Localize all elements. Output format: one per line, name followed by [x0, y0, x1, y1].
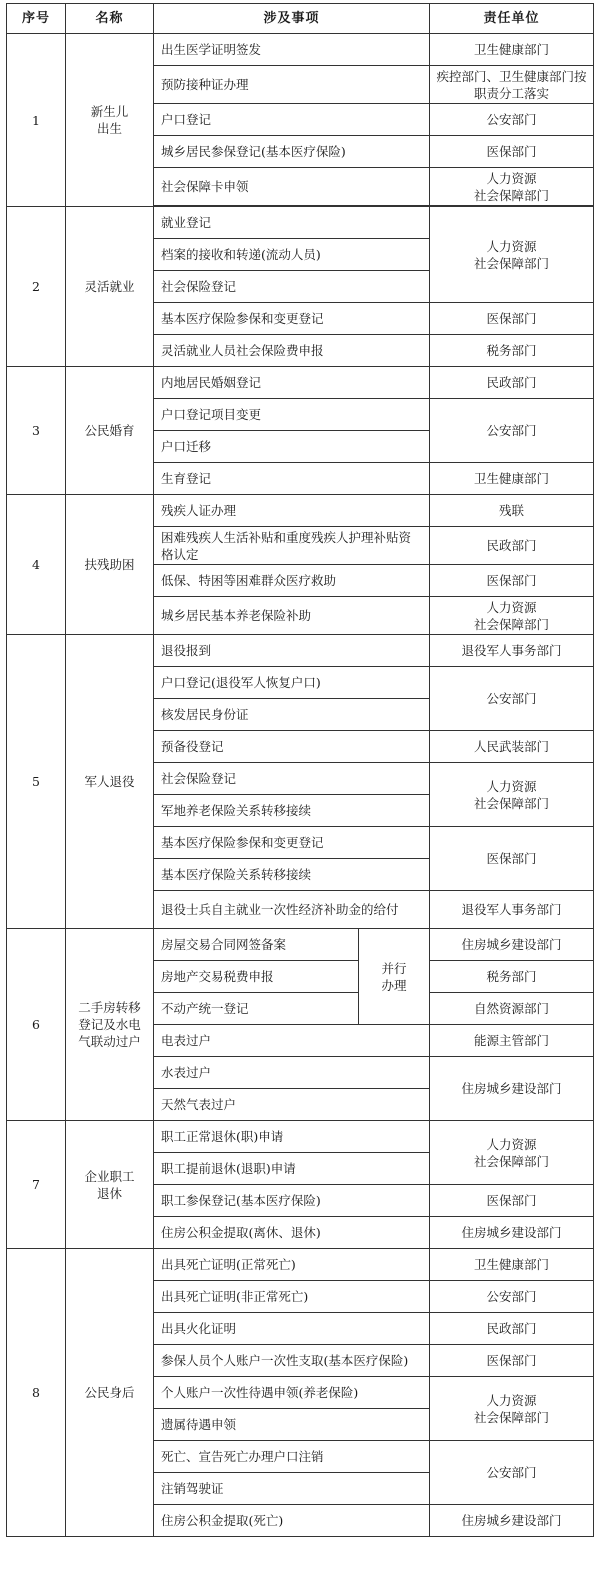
item-cell: 核发居民身份证 [154, 699, 430, 731]
item-cell: 电表过户 [154, 1025, 430, 1057]
item-cell: 基本医疗保险关系转移接续 [154, 859, 430, 891]
dept-cell: 公安部门 [430, 1281, 594, 1313]
row-name: 二手房转移登记及水电气联动过户 [66, 929, 154, 1121]
dept-cell: 税务部门 [430, 335, 594, 367]
item-cell: 注销驾驶证 [154, 1473, 430, 1505]
row-name: 新生儿 出生 [66, 34, 154, 207]
item-cell: 预备役登记 [154, 731, 430, 763]
dept-cell: 公安部门 [430, 104, 594, 136]
row-no: 7 [7, 1121, 66, 1249]
dept-cell: 住房城乡建设部门 [430, 1057, 594, 1121]
item-cell: 社会保险登记 [154, 271, 430, 303]
item-cell: 职工提前退休(退职)申请 [154, 1153, 430, 1185]
dept-cell: 医保部门 [430, 303, 594, 335]
item-cell: 户口登记(退役军人恢复户口) [154, 667, 430, 699]
dept-cell: 人力资源 社会保障部门 [430, 1377, 594, 1441]
item-cell: 职工参保登记(基本医疗保险) [154, 1185, 430, 1217]
dept-cell: 能源主管部门 [430, 1025, 594, 1057]
item-cell: 社会保险登记 [154, 763, 430, 795]
header-dept: 责任单位 [430, 4, 594, 34]
dept-cell: 公安部门 [430, 667, 594, 731]
header-no: 序号 [7, 4, 66, 34]
item-cell: 内地居民婚姻登记 [154, 367, 430, 399]
dept-cell: 疾控部门、卫生健康部门按职责分工落实 [430, 66, 594, 104]
row-name: 公民身后 [66, 1249, 154, 1537]
dept-cell: 医保部门 [430, 136, 594, 168]
item-cell: 房地产交易税费申报 [154, 961, 359, 993]
dept-cell: 卫生健康部门 [430, 1249, 594, 1281]
dept-cell: 退役军人事务部门 [430, 635, 594, 667]
dept-cell: 住房城乡建设部门 [430, 1217, 594, 1249]
services-table [6, 3, 594, 1537]
item-cell: 天然气表过户 [154, 1089, 430, 1121]
row-name: 公民婚育 [66, 367, 154, 495]
row-no: 1 [7, 34, 66, 207]
item-cell: 城乡居民基本养老保险补助 [154, 597, 430, 635]
item-cell: 低保、特困等困难群众医疗救助 [154, 565, 430, 597]
item-cell: 困难残疾人生活补贴和重度残疾人护理补贴资格认定 [154, 527, 430, 565]
row-name: 灵活就业 [66, 207, 154, 367]
item-cell: 灵活就业人员社会保险费申报 [154, 335, 430, 367]
item-cell: 遗属待遇申领 [154, 1409, 430, 1441]
dept-cell: 人力资源 社会保障部门 [430, 168, 594, 206]
item-cell: 生育登记 [154, 463, 430, 495]
dept-cell: 卫生健康部门 [430, 34, 594, 66]
item-cell: 房屋交易合同网签备案 [154, 929, 359, 961]
dept-cell: 退役军人事务部门 [430, 891, 594, 929]
item-cell: 出具死亡证明(正常死亡) [154, 1249, 430, 1281]
parallel-cell: 并行 办理 [359, 929, 430, 1025]
item-cell: 出生医学证明签发 [154, 34, 430, 66]
item-cell: 残疾人证办理 [154, 495, 430, 527]
dept-cell: 公安部门 [430, 1441, 594, 1505]
dept-cell: 医保部门 [430, 1185, 594, 1217]
row-no: 6 [7, 929, 66, 1121]
dept-cell: 自然资源部门 [430, 993, 594, 1025]
item-cell: 预防接种证办理 [154, 66, 430, 104]
item-cell: 就业登记 [154, 207, 430, 239]
row-no: 4 [7, 495, 66, 635]
row-no: 8 [7, 1249, 66, 1537]
item-cell: 城乡居民参保登记(基本医疗保险) [154, 136, 430, 168]
item-cell: 住房公积金提取(死亡) [154, 1505, 430, 1537]
item-cell: 出具火化证明 [154, 1313, 430, 1345]
dept-cell: 医保部门 [430, 827, 594, 891]
row-no: 5 [7, 635, 66, 929]
dept-cell: 医保部门 [430, 565, 594, 597]
row-name: 军人退役 [66, 635, 154, 929]
item-cell: 退役报到 [154, 635, 430, 667]
dept-cell: 人民武装部门 [430, 731, 594, 763]
dept-cell: 住房城乡建设部门 [430, 1505, 594, 1537]
dept-cell: 人力资源 社会保障部门 [430, 597, 594, 635]
item-cell: 个人账户一次性待遇申领(养老保险) [154, 1377, 430, 1409]
item-cell: 住房公积金提取(离休、退休) [154, 1217, 430, 1249]
row-name: 扶残助困 [66, 495, 154, 635]
row-name: 企业职工 退休 [66, 1121, 154, 1249]
item-cell: 基本医疗保险参保和变更登记 [154, 303, 430, 335]
item-cell: 不动产统一登记 [154, 993, 359, 1025]
item-cell: 档案的接收和转递(流动人员) [154, 239, 430, 271]
dept-cell: 民政部门 [430, 367, 594, 399]
item-cell: 户口登记 [154, 104, 430, 136]
dept-cell: 人力资源 社会保障部门 [430, 763, 594, 827]
dept-cell: 税务部门 [430, 961, 594, 993]
dept-cell: 住房城乡建设部门 [430, 929, 594, 961]
header-items: 涉及事项 [154, 4, 430, 34]
dept-cell: 医保部门 [430, 1345, 594, 1377]
dept-cell: 人力资源 社会保障部门 [430, 207, 594, 303]
item-cell: 社会保障卡申领 [154, 168, 430, 206]
dept-cell: 卫生健康部门 [430, 463, 594, 495]
dept-cell: 民政部门 [430, 1313, 594, 1345]
item-cell: 户口登记项目变更 [154, 399, 430, 431]
dept-cell: 残联 [430, 495, 594, 527]
item-cell: 出具死亡证明(非正常死亡) [154, 1281, 430, 1313]
item-cell: 职工正常退休(职)申请 [154, 1121, 430, 1153]
item-cell: 死亡、宣告死亡办理户口注销 [154, 1441, 430, 1473]
dept-cell: 人力资源 社会保障部门 [430, 1121, 594, 1185]
item-cell: 户口迁移 [154, 431, 430, 463]
dept-cell: 民政部门 [430, 527, 594, 565]
dept-cell: 公安部门 [430, 399, 594, 463]
item-cell: 参保人员个人账户一次性支取(基本医疗保险) [154, 1345, 430, 1377]
item-cell: 基本医疗保险参保和变更登记 [154, 827, 430, 859]
header-name: 名称 [66, 4, 154, 34]
row-no: 2 [7, 207, 66, 367]
item-cell: 退役士兵自主就业一次性经济补助金的给付 [154, 891, 430, 929]
item-cell: 军地养老保险关系转移接续 [154, 795, 430, 827]
item-cell: 水表过户 [154, 1057, 430, 1089]
row-no: 3 [7, 367, 66, 495]
